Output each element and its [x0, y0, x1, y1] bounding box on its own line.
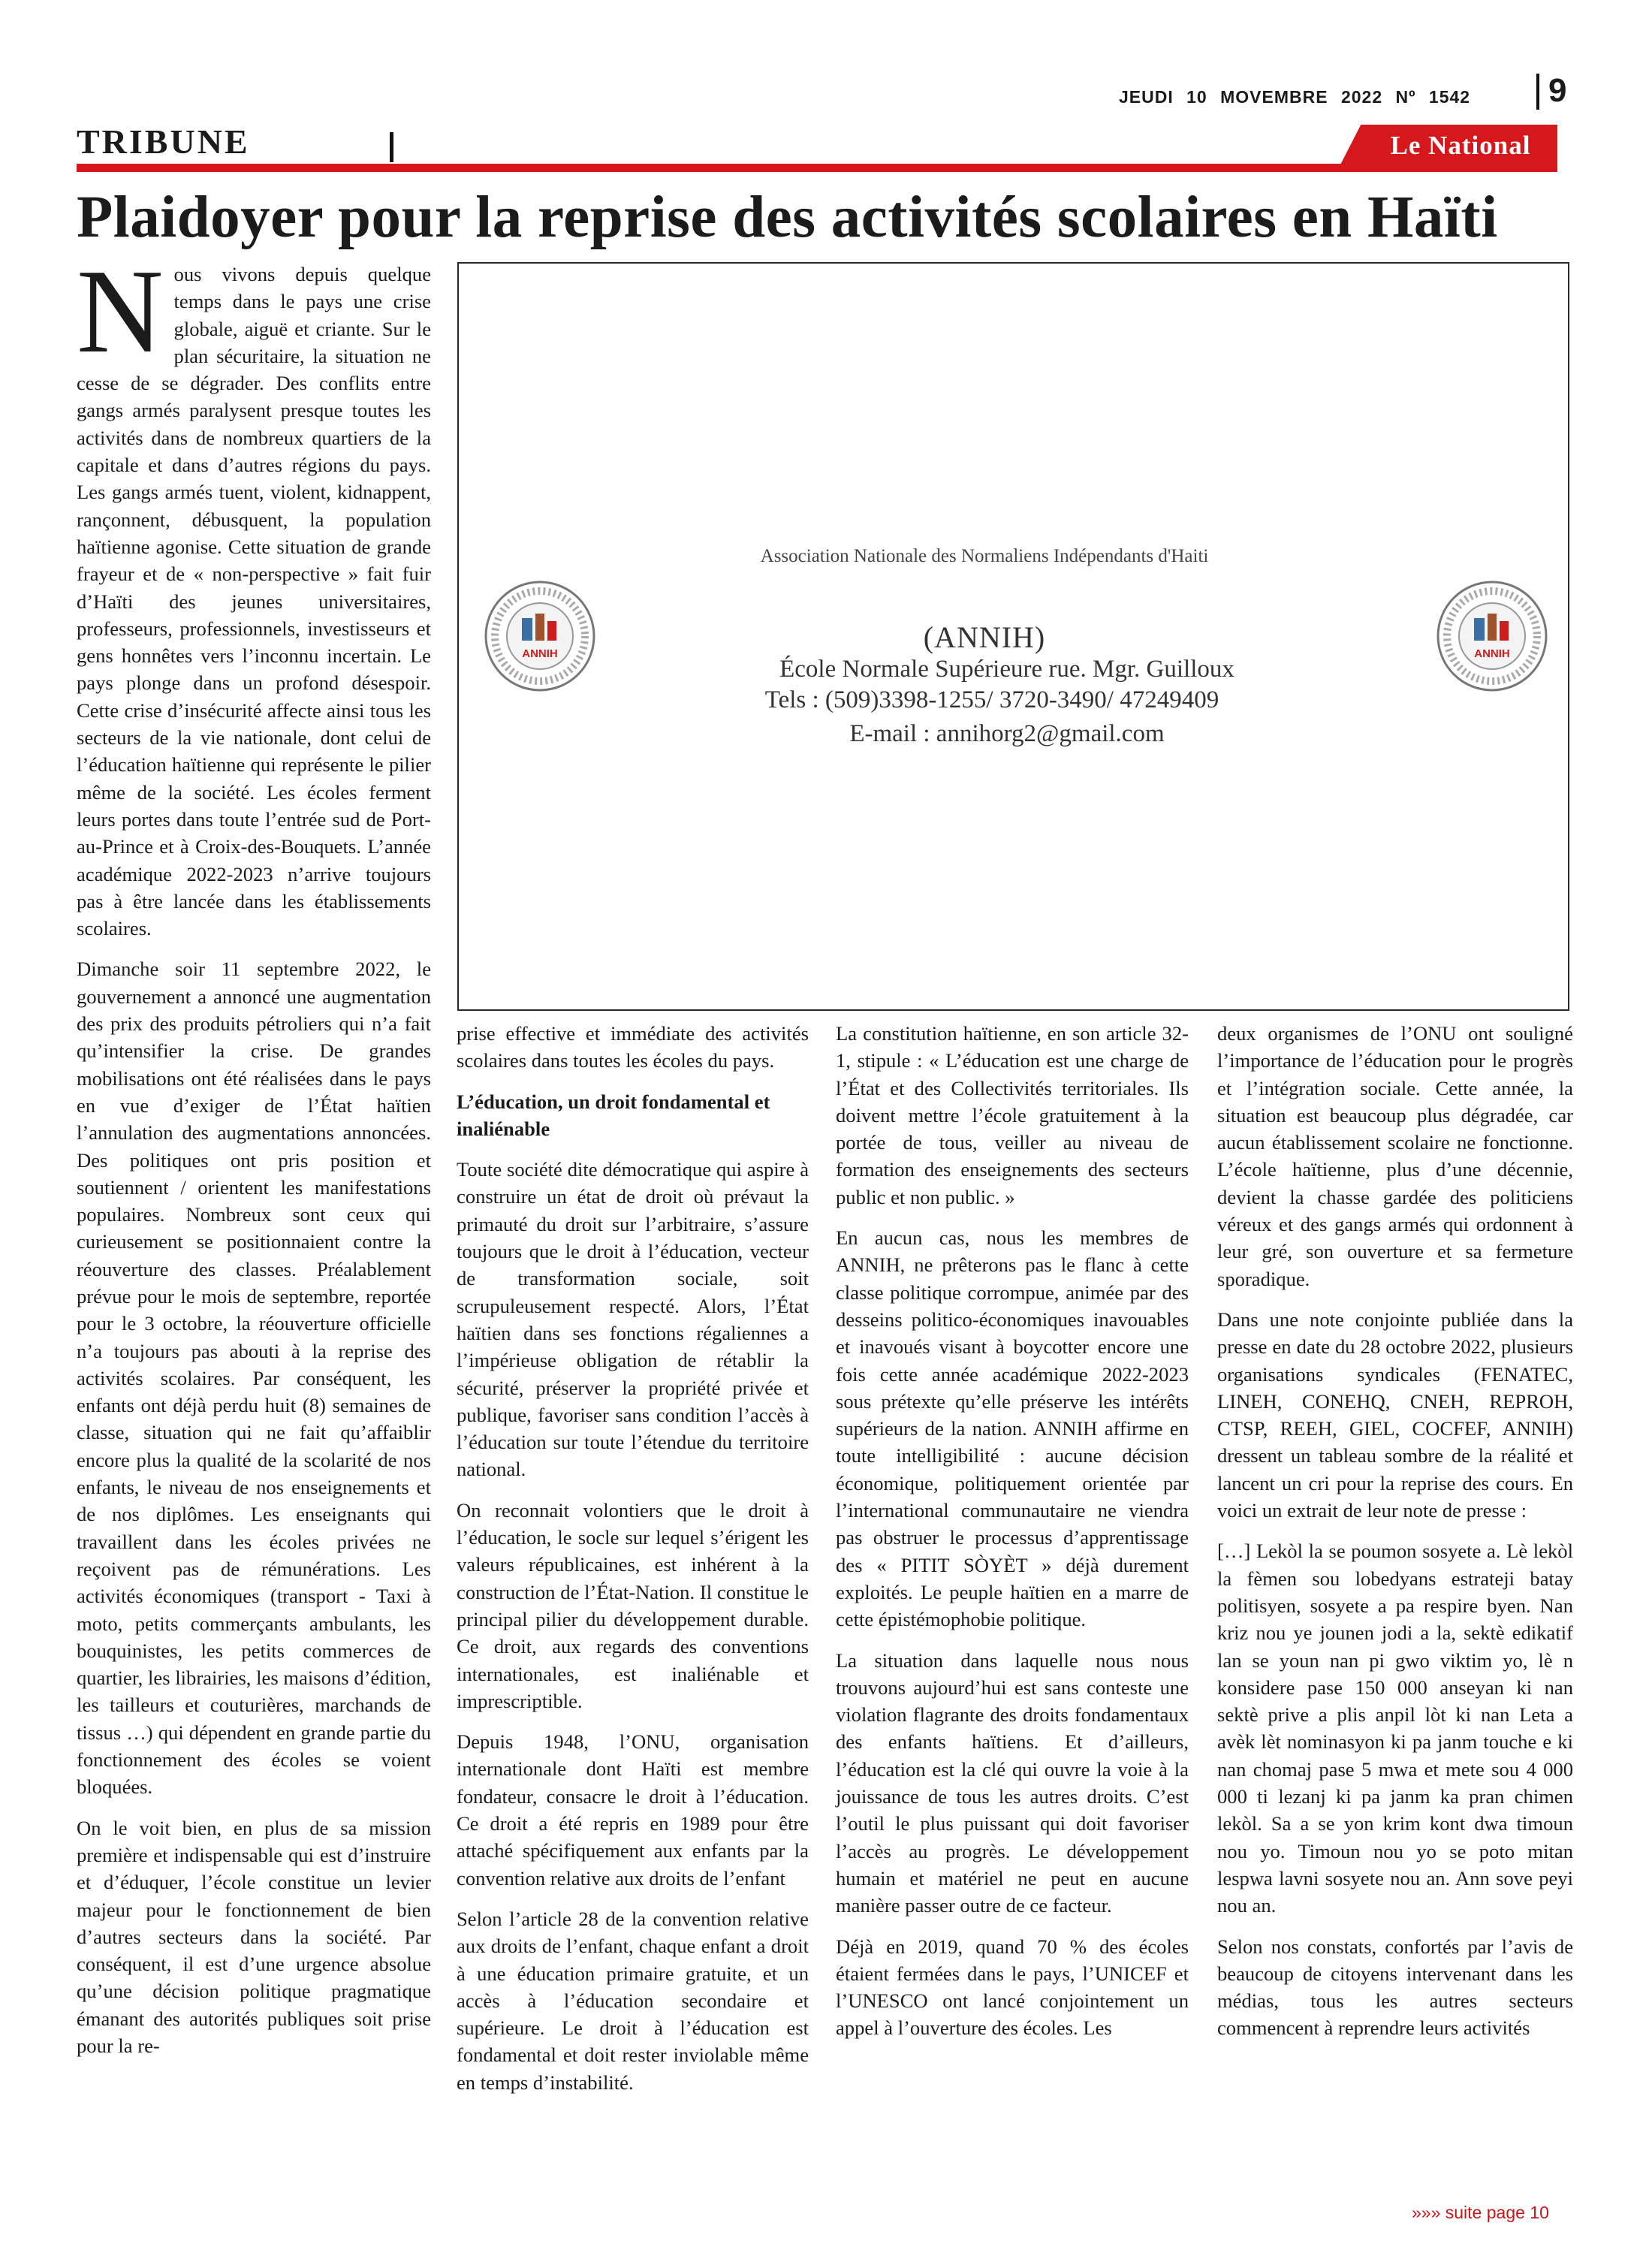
- article-paragraph: Selon nos constats, confortés par l’avis de beaucoup de citoyens intervenant dans les médias, tous les autres secteurs commencent à reprendre leurs activités: [1217, 1935, 1573, 2040]
- article-column-3: [836, 1020, 1189, 2055]
- annih-letterhead-image: [457, 262, 1569, 1011]
- article-paragraph: La situation dans laquelle nous nous trouvons aujourd’hui est sans conteste une violation flagrante des droits fondamentaux des enfants haïtiens. Et d’ailleurs, l’éducation est la clé qui ouvre la voie à la jouissance de tous les autres droits. C’est l’outil le plus puissant qui doit favoriser l’accès au progrès. Le développement humain et matériel ne peut en aucune manière passer outre de ce facteur.: [836, 1648, 1189, 1917]
- article-paragraph: [77, 244, 431, 942]
- article-paragraph: Dans une note conjointe publiée dans la presse en date du 28 octobre 2022, plusieurs organisations syndicales (FENATEC, LINEH, CONEHQ, CNEH, REPROH, CTSP, REEH, GIEL, COCFEF, ANNIH) dressent un tableau sombre de la réalité et lancent un cri pour la reprise des cours. En voici un extrait de leur note de presse :: [1217, 1307, 1573, 1522]
- article-subheading: L’éducation, un droit fondamental et inaliénable: [457, 1090, 770, 1140]
- article-paragraph: Dimanche soir 11 septembre 2022, le gouvernement a annoncé une augmentation des prix des produits pétroliers qui n’a fait qu’intensifier la crise. De grandes mobilisations ont été réalisées dans le pays en vue d’exiger de l’État haïtien l’annulation des augmentations annoncées. Des politiques ont pris position et soutiennent / orientent les manifestations populaires. Nombreux sont ceux qui curieusement se positionnaient contre la réouverture des classes. Préalablement prévue pour le mois de septembre, reportée pour le 3 octobre, la réouverture officielle n’a toujours pas abouti à la reprise des activités scolaires. Par conséquent, les enfants ont déjà perdu huit (8) semaines de classe, situation qui ne fait qu’affaiblir encore plus la qualité de la scolarité de nos enfants, le niveau de nos enseignements et de nos diplômes. Les enseignants qui travaillent dans les écoles privées ne reçoivent pas de rémunérations. Les activités économiques (transport - Taxi à moto, petits commerçants ambulants, les bouquinistes, les petits commerces de quartier, les librairies, les maisons d’édition, les tailleurs et couturières, marchands de tissus …) qui dépendent en grande partie du fonctionnement des écoles se voient bloquées.: [77, 958, 431, 1799]
- svg-text:ANNIH: ANNIH: [1474, 647, 1510, 660]
- letterhead-phone-numbers: Tels : (509)3398-1255/ 3720-3490/ 47249409: [764, 686, 1219, 713]
- svg-text:ANNIH: ANNIH: [522, 647, 558, 660]
- article-title: Plaidoyer pour la reprise des activités scolaires en Haïti: [77, 185, 1498, 250]
- annih-seal-left-icon: [483, 579, 597, 693]
- article-paragraph: prise effective et immédiate des activités scolaires dans toutes les écoles du pays.: [457, 1022, 809, 1072]
- paragraph-text: ous vivons depuis quelque temps dans le pays une crise globale, aiguë et criante. Sur le plan sécuritaire, la situation ne cesse de se dégrader. Des conflits entre gangs armés paralysent presque toutes les activités dans de nombreux quartiers de la capitale et dans d’autres régions du pays. Les gangs armés tuent, violent, kidnappent, rançonnent, débusquent, la population haïtienne agonise. Cette situation de grande frayeur et de « non-perspective » fait fuir d’Haïti des jeunes universitaires, professeurs, professionnels, investisseurs et gens honnêtes vers l’inconnu incertain. Le pays plonge dans un profond désespoir. Cette crise d’insécurité affecte ainsi tous les secteurs de la vie nationale, dont celui de l’éducation haïtienne qui représente le pilier même de la société. Les écoles ferment leurs portes dans toute l’entrée sud de Port-au-Prince et à Croix-des-Bouquets. L’année académique 2022-2023 n’arrive toujours pas à être lancée dans les établissements scolaires.: [77, 263, 431, 940]
- page-number: 9: [1548, 72, 1567, 109]
- article-paragraph: On reconnait volontiers que le droit à l’éducation, le socle sur lequel s’érigent les valeurs républicaines, est inhérent à la construction de l’État-Nation. Il constitue le principal pilier du développement durable. Ce droit, aux regards des conventions internationales, est inaliénable et imprescriptible.: [457, 1498, 809, 1712]
- article-column-4: [1217, 1020, 1573, 2055]
- brand-name: Le National: [1390, 131, 1531, 160]
- article-paragraph: La constitution haïtienne, en son article 32-1, stipule : « L’éducation est une charge de l’État et des Collectivités territoriales. Ils doivent mettre l’école gratuitement à la portée de tous, veiller au niveau de formation des enseignements des secteurs public et non public. »: [836, 1022, 1189, 1208]
- section-divider: [390, 132, 393, 162]
- article-paragraph: En aucun cas, nous les membres de ANNIH, ne prêterons pas le flanc à cette classe politique corrompue, animée par des desseins politico-économiques inavouables et inavoués visant à boycotter encore une fois cette année académique 2022-2023 sous prétexte qu’elle préserve les intérêts supérieurs de la nation. ANNIH affirme en toute intelligibilité : aucune décision économique, politiquement orientée par l’international communautaire ne viendra pas obstruer le processus d’apprentissage des « PITIT SÒYÈT » déjà durement exploités. Le peuple haïtien en a marre de cette épistémophobie politique.: [836, 1226, 1189, 1631]
- annih-seal-right-icon: [1435, 579, 1549, 693]
- letterhead-email: E-mail : annihorg2@gmail.com: [849, 720, 1165, 747]
- article-column-2: [457, 1020, 809, 2110]
- dateline: JEUDI 10 MOVEMBRE 2022 Nº 1542: [1119, 87, 1471, 107]
- article-paragraph: Depuis 1948, l’ONU, organisation internationale dont Haïti est membre fondateur, consacre le droit à l’éducation. Ce droit a été repris en 1989 pour être attaché spécifiquement aux enfants par la convention relative aux droits de l’enfant: [457, 1730, 809, 1890]
- article-paragraph: Toute société dite démocratique qui aspire à construire un état de droit où prévaut la primauté du droit sur l’arbitraire, s’assure toujours que le droit à l’éducation, vecteur de transformation sociale, soit scrupuleusement respecté. Alors, l’État haïtien dans ses fonctions régaliennes a l’impérieuse obligation de rétablir la sécurité, préserver la propriété privée et publique, favoriser sans condition l’accès à l’éducation sur toute l’étendue du territoire national.: [457, 1158, 809, 1481]
- article-quote: […] Lekòl la se poumon sosyete a. Lè lekòl la fèmen sou lobedyans estrateji batay politisyen, sosyete a pa respire byen. Nan kriz nou ye jounen jodi a la, sektè edikatif lan se youn nan pi gwo viktim yo, lè n konsidere pase 150 000 anseyan ki nan sektè prive a plis anpil lòt ki nan Leta a avèk lèt nominasyon ki pa janm touche e ki nan chomaj pase 5 mwa et mete sou 4 000 000 ti lezanj ki pa janm ka pran chimen lekòl. Sa a se yon krim kont dwa timoun nou yo. Timoun nou yo se poto mitan lespwa lavni sosyete nou an. Ann sove peyi nou an.: [1217, 1540, 1573, 1917]
- section-label: TRIBUNE: [77, 122, 250, 161]
- article-paragraph: deux organismes de l’ONU ont souligné l’importance de l’éducation pour le progrès et l’intégration sociale. Cette année, la situation est beaucoup plus dégradée, car aucun établissement scolaire ne fonctionne. L’école haïtienne, plus d’une décennie, devient la chasse gardée des politiciens véreux et des gangs armés qui ordonnent à leur gré, son ouverture et sa fermeture sporadique.: [1217, 1022, 1573, 1290]
- letterhead-school-address: École Normale Supérieure rue. Mgr. Guilloux: [779, 656, 1234, 683]
- drop-cap: N: [77, 244, 164, 378]
- article-paragraph: Selon l’article 28 de la convention relative aux droits de l’enfant, chaque enfant a droit à une éducation primaire gratuite, et un accès à l’éducation secondaire et supérieure. Le droit à l’éducation est fondamental et doit rester inviolable même en temps d’instabilité.: [457, 1907, 809, 2094]
- letterhead-association-name: Association Nationale des Normaliens Indépendants d'Haiti: [760, 546, 1209, 566]
- article-column-1: [77, 244, 431, 2073]
- letterhead-acronym: (ANNIH): [923, 620, 1046, 654]
- article-paragraph: On le voit bien, en plus de sa mission première et indispensable qui est d’instruire et d’éduquer, l’école constitue un levier majeur pour le fonctionnement de bien d’autres secteurs dans la société. Par conséquent, il est d’une urgence absolue qu’une décision politique pragmatique émanant des autorités publiques soit prise pour la re-: [77, 1816, 431, 2057]
- continuation-link[interactable]: »»» suite page 10: [1412, 2203, 1549, 2222]
- header-red-rule: [77, 164, 1542, 172]
- article-paragraph: Déjà en 2019, quand 70 % des écoles étaient fermées dans le pays, l’UNICEF et l’UNESCO ont lancé conjointement un appel à l’ouverture des écoles. Les: [836, 1935, 1189, 2040]
- page-divider: [1536, 74, 1539, 110]
